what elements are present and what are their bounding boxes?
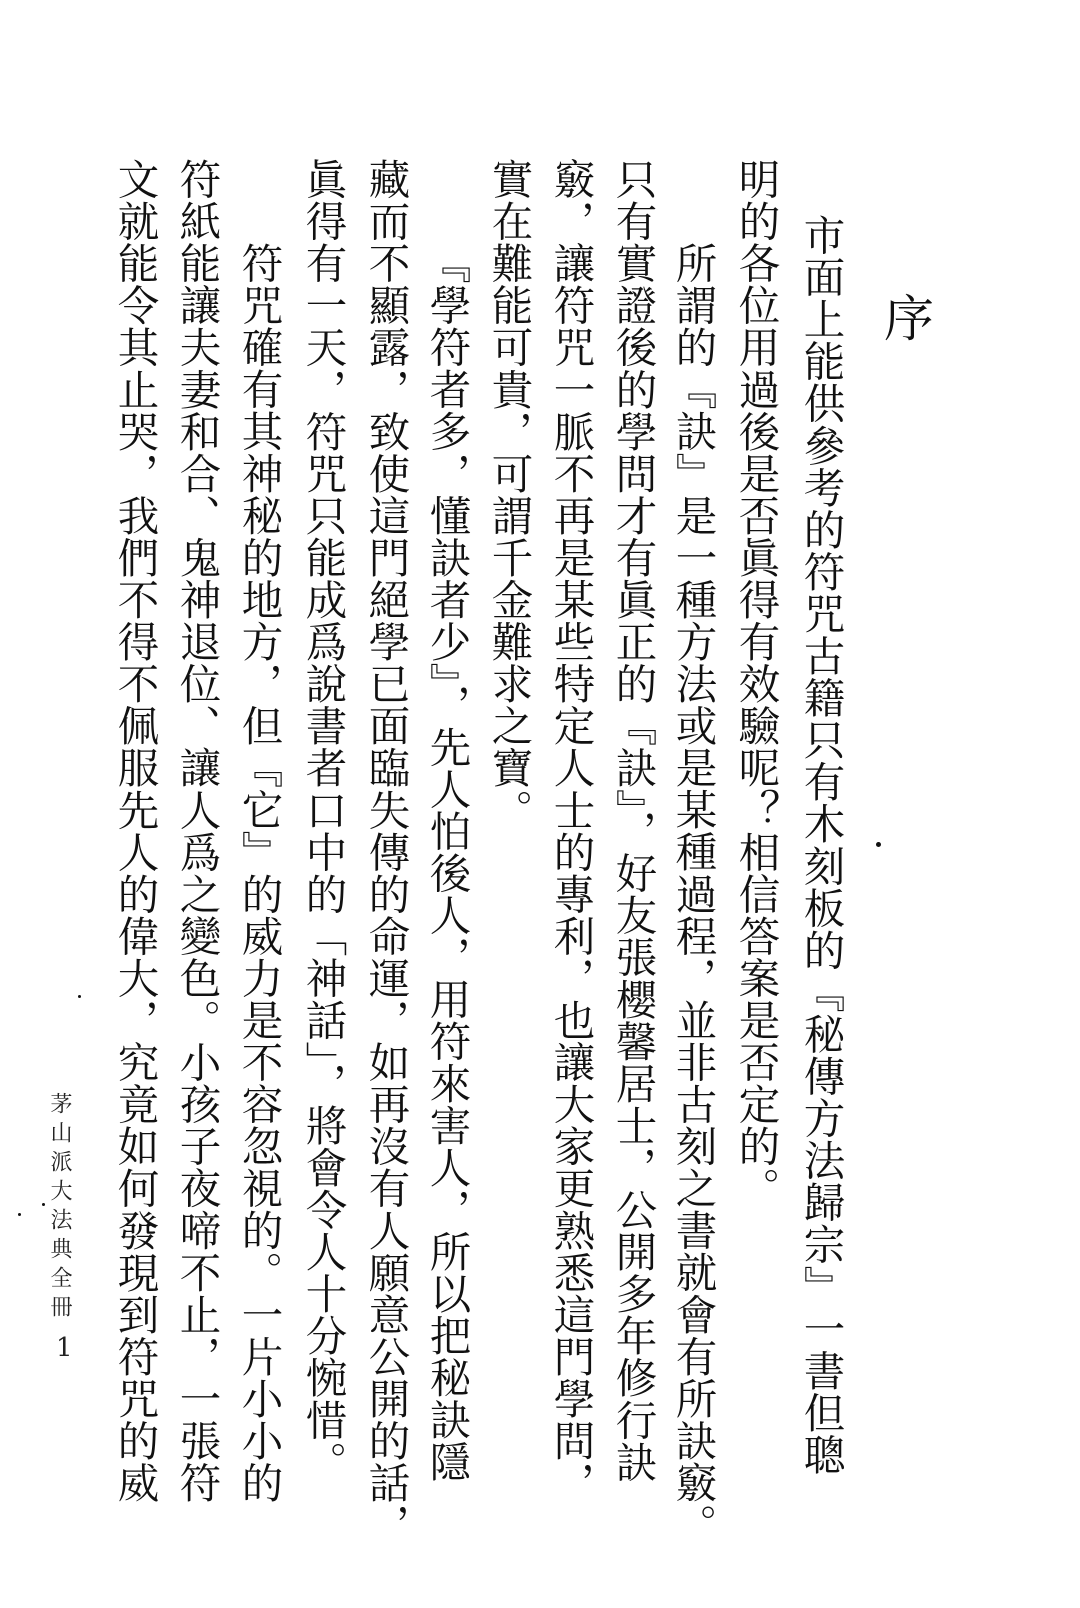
page-number: 1 — [56, 1333, 73, 1363]
text-column-10: 符咒確有其神秘的地方，但『它』的威力是不容忽視的。一片小小的 — [234, 242, 284, 1504]
page-title: 序 — [876, 292, 934, 342]
text-column-6: 實在難能可貴，可謂千金難求之寶。 — [484, 158, 534, 831]
text-column-2: 明的各位用過後是否眞得有效驗呢？相信答案是否定的。 — [731, 158, 781, 1210]
text-column-5: 竅，讓符咒一脈不再是某些特定人士的專利，也讓大家更熟悉這門學問， — [546, 158, 596, 1504]
text-column-11: 符紙能讓夫妻和合、鬼神退位、讓人爲之變色。小孩子夜啼不止，一張符 — [172, 158, 222, 1504]
text-column-1: 市面上能供參考的符咒古籍只有木刻板的『秘傳方法歸宗』一書但聰 — [796, 214, 846, 1476]
scan-speck — [18, 1213, 21, 1216]
footer-book-title: 茅山派大法典全冊 — [47, 1092, 72, 1324]
text-column-9: 眞得有一天，符咒只能成爲說書者口中的「神話」，將會令人十分惋惜。 — [298, 158, 348, 1483]
scan-speck — [42, 1203, 45, 1206]
text-column-4: 只有實證後的學問才有眞正的『訣』，好友張櫻馨居士，公開多年修行訣 — [608, 158, 658, 1483]
text-column-3: 所謂的『訣』是一種方法或是某種過程，並非古刻之書就會有所訣竅。 — [668, 242, 718, 1546]
text-column-12: 文就能令其止哭，我們不得不佩服先人的偉大，究竟如何發現到符咒的威 — [110, 158, 160, 1504]
scan-speck — [78, 995, 81, 998]
text-column-8: 藏而不顯露，致使這門絕學已面臨失傳的命運，如再沒有人願意公開的話， — [361, 158, 411, 1546]
scan-speck — [876, 842, 881, 847]
text-column-7: 『學符者多，懂訣者少』，先人怕後人，用符來害人，所以把秘訣隱 — [422, 242, 472, 1483]
